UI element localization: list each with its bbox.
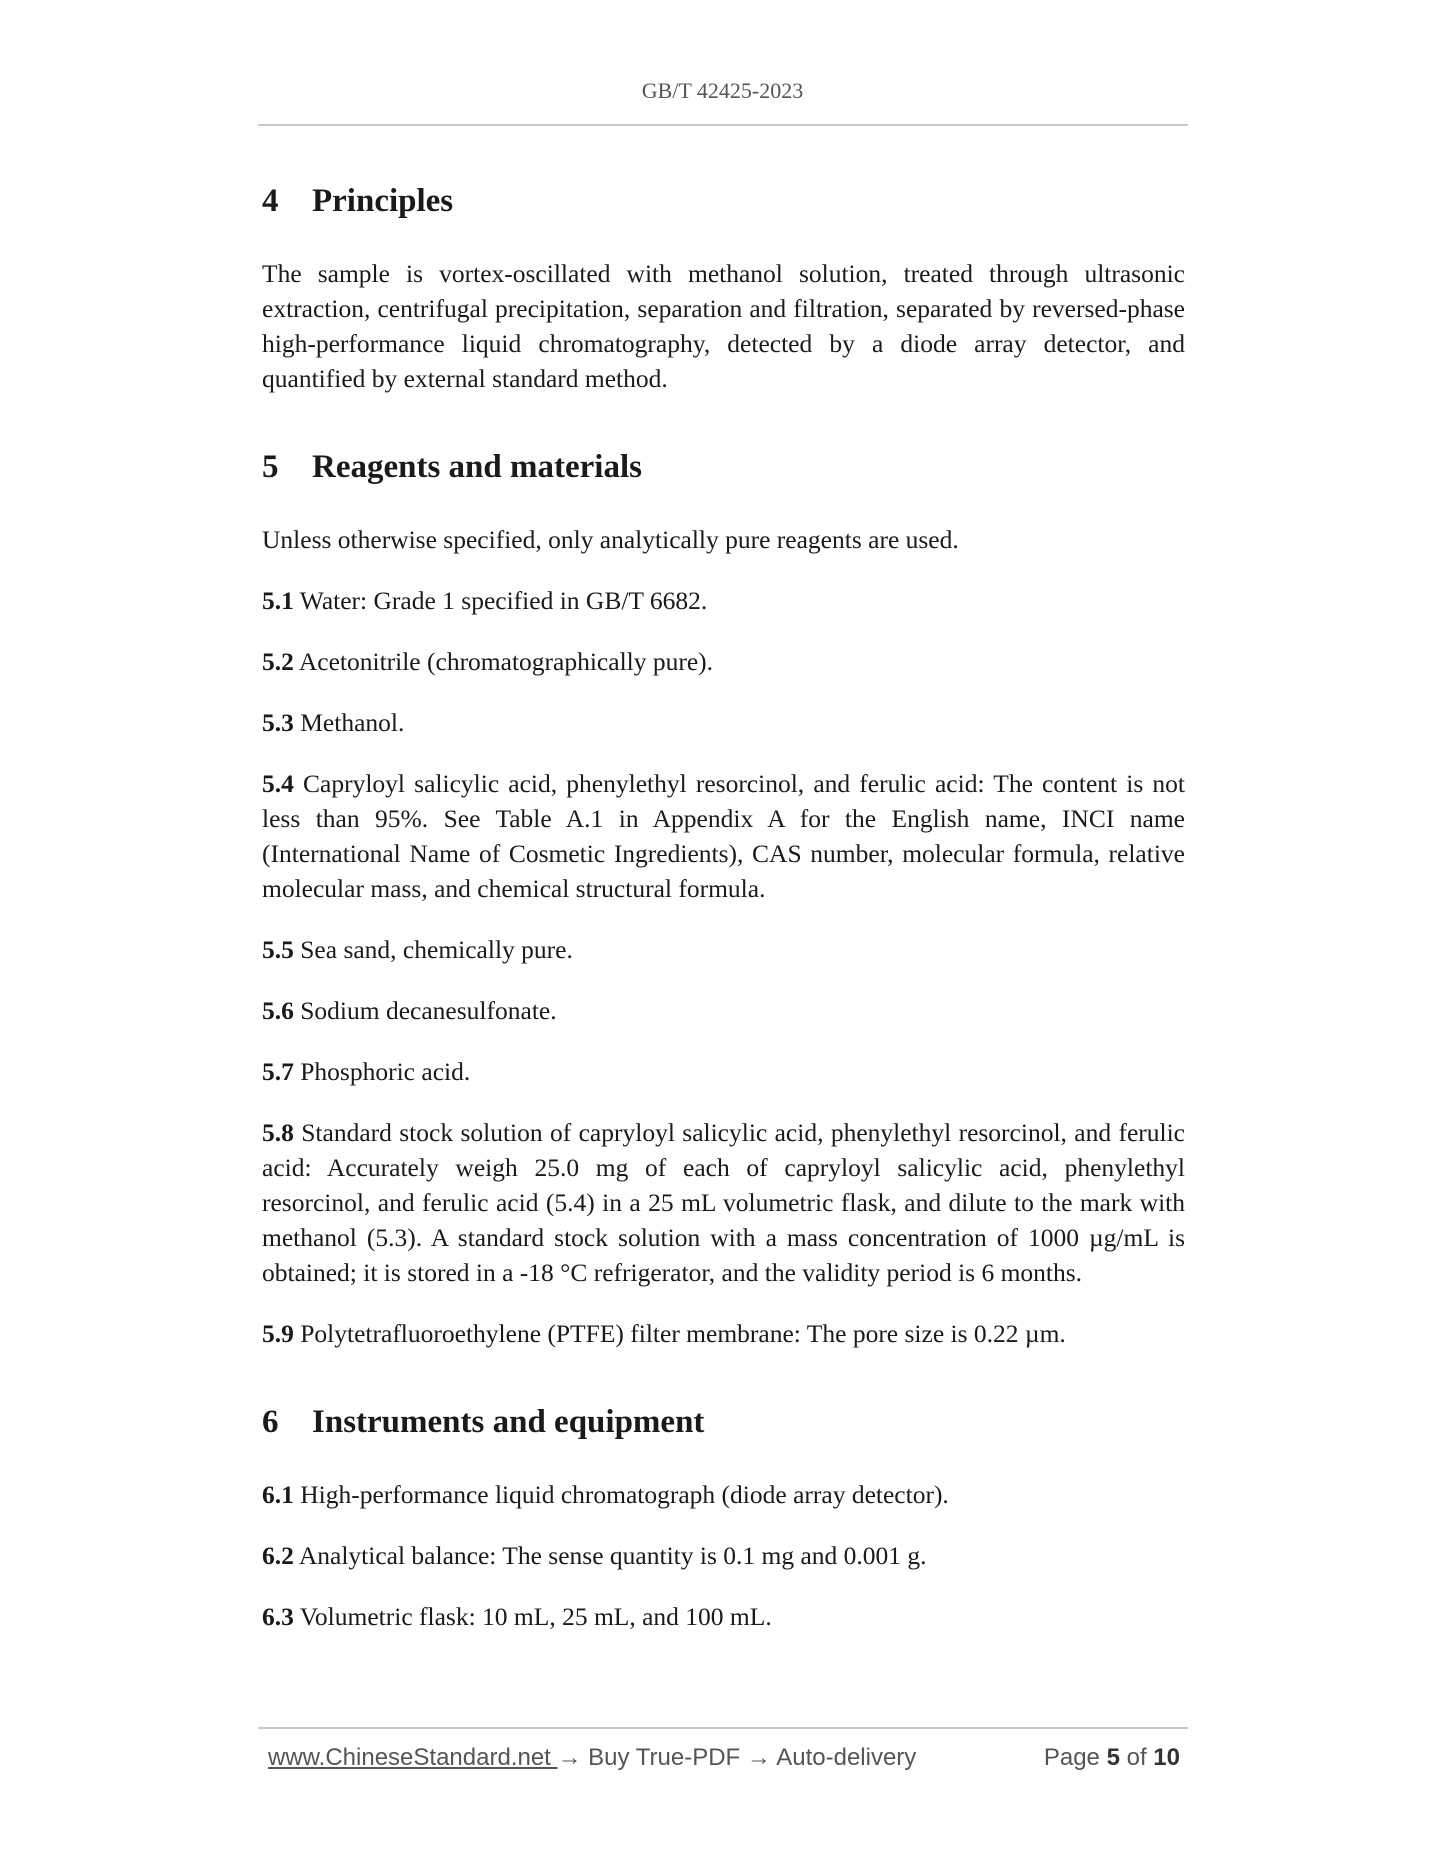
clause-5-8 bbox=[262, 1115, 1185, 1290]
clause-6-3 bbox=[262, 1599, 1185, 1634]
clause-text: Water: Grade 1 specified in GB/T 6682. bbox=[299, 586, 708, 615]
clause-text: Acetonitrile (chromatographically pure). bbox=[298, 647, 714, 676]
buy-true-pdf-text: Buy True-PDF bbox=[588, 1744, 741, 1771]
page-indicator bbox=[1044, 1744, 1180, 1772]
clause-number: 5.1 bbox=[262, 586, 294, 615]
paragraph bbox=[262, 256, 1185, 396]
clause-5-3 bbox=[262, 705, 1185, 740]
paragraph-text: The sample is vortex-oscillated with methanol solution, treated through ultrasonic extraction, centrifugal precipitation, separation and filtration, separated by reversed-phase high-performance liquid chromatography, detected by a diode array detector, and quantified by external standard method. bbox=[262, 259, 1185, 393]
clause-text: Capryloyl salicylic acid, phenylethyl resorcinol, and ferulic acid: The content is not less than 95%. See Table A.1 in Appendix A for the English name, INCI name (International Name of Cosmetic Ingredients), CAS number, molecular formula, relative molecular mass, and chemical structural formula. bbox=[262, 769, 1185, 903]
total-pages-number: 10 bbox=[1153, 1744, 1180, 1771]
clause-number: 5.5 bbox=[262, 935, 294, 964]
clause-number: 6.3 bbox=[262, 1602, 294, 1631]
footer-promo bbox=[268, 1744, 916, 1772]
arrow-right-icon: → bbox=[746, 1744, 771, 1771]
clause-number: 6.1 bbox=[262, 1480, 294, 1509]
clause-number: 5.6 bbox=[262, 996, 294, 1025]
section-heading-principles bbox=[262, 178, 1185, 224]
clause-5-2 bbox=[262, 644, 1185, 679]
clause-number: 6.2 bbox=[262, 1541, 294, 1570]
page-word: Page bbox=[1043, 1744, 1100, 1771]
clause-number: 5.4 bbox=[262, 769, 294, 798]
clause-5-1 bbox=[262, 583, 1185, 618]
paragraph-text: Unless otherwise specified, only analytically pure reagents are used. bbox=[262, 525, 959, 554]
clause-text: Phosphoric acid. bbox=[300, 1057, 471, 1086]
section-title: Principles bbox=[312, 183, 454, 219]
clause-text: High-performance liquid chromatograph (diode array detector). bbox=[300, 1480, 949, 1509]
clause-text: Volumetric flask: 10 mL, 25 mL, and 100 mL. bbox=[299, 1602, 772, 1631]
current-page-number: 5 bbox=[1106, 1744, 1120, 1771]
footer-divider bbox=[258, 1727, 1188, 1729]
clause-text: Analytical balance: The sense quantity is 0.1 mg and 0.001 g. bbox=[298, 1541, 927, 1570]
auto-delivery-text: Auto-delivery bbox=[776, 1744, 917, 1771]
clause-text: Sea sand, chemically pure. bbox=[300, 935, 573, 964]
section-heading-reagents bbox=[262, 444, 1185, 490]
clause-text: Standard stock solution of capryloyl salicylic acid, phenylethyl resorcinol, and ferulic acid: Accurately weigh 25.0 mg of each of capryloyl salicylic acid, phenylethyl resorcinol, and ferulic acid (5.4) in a 25 mL volumetric flask, and dilute to the mark with methanol (5.3). A standard stock solution with a mass concentration of 1000 µg/mL is obtained; it is stored in a -18 °C refrigerator, and the validity period is 6 months. bbox=[262, 1118, 1186, 1287]
section-number: 6 bbox=[262, 1404, 279, 1440]
clause-5-7 bbox=[262, 1054, 1185, 1089]
section-number: 4 bbox=[262, 183, 279, 219]
paragraph bbox=[262, 522, 1185, 557]
clause-6-1 bbox=[262, 1477, 1185, 1512]
clause-5-5 bbox=[262, 932, 1185, 967]
clause-number: 5.2 bbox=[262, 647, 294, 676]
of-word: of bbox=[1126, 1744, 1147, 1771]
clause-5-4 bbox=[262, 766, 1185, 906]
clause-text: Methanol. bbox=[300, 708, 405, 737]
clause-number: 5.7 bbox=[262, 1057, 294, 1086]
clause-number: 5.3 bbox=[262, 708, 294, 737]
section-title: Reagents and materials bbox=[312, 449, 642, 485]
section-heading-instruments bbox=[262, 1399, 1185, 1445]
document-body bbox=[262, 178, 1185, 1660]
document-id-header: GB/T 42425-2023 bbox=[641, 78, 804, 103]
clause-5-9 bbox=[262, 1316, 1185, 1351]
clause-5-6 bbox=[262, 993, 1185, 1028]
clause-number: 5.8 bbox=[262, 1118, 294, 1147]
clause-text: Sodium decanesulfonate. bbox=[300, 996, 557, 1025]
clause-text: Polytetrafluoroethylene (PTFE) filter membrane: The pore size is 0.22 µm. bbox=[300, 1319, 1066, 1348]
header-divider bbox=[258, 124, 1188, 126]
section-title: Instruments and equipment bbox=[312, 1404, 705, 1440]
section-number: 5 bbox=[262, 449, 279, 485]
page-footer bbox=[268, 1744, 1180, 1776]
arrow-right-icon: → bbox=[557, 1744, 582, 1771]
clause-number: 5.9 bbox=[262, 1319, 294, 1348]
clause-6-2 bbox=[262, 1538, 1185, 1573]
website-link[interactable]: www.ChineseStandard.net bbox=[268, 1744, 558, 1771]
